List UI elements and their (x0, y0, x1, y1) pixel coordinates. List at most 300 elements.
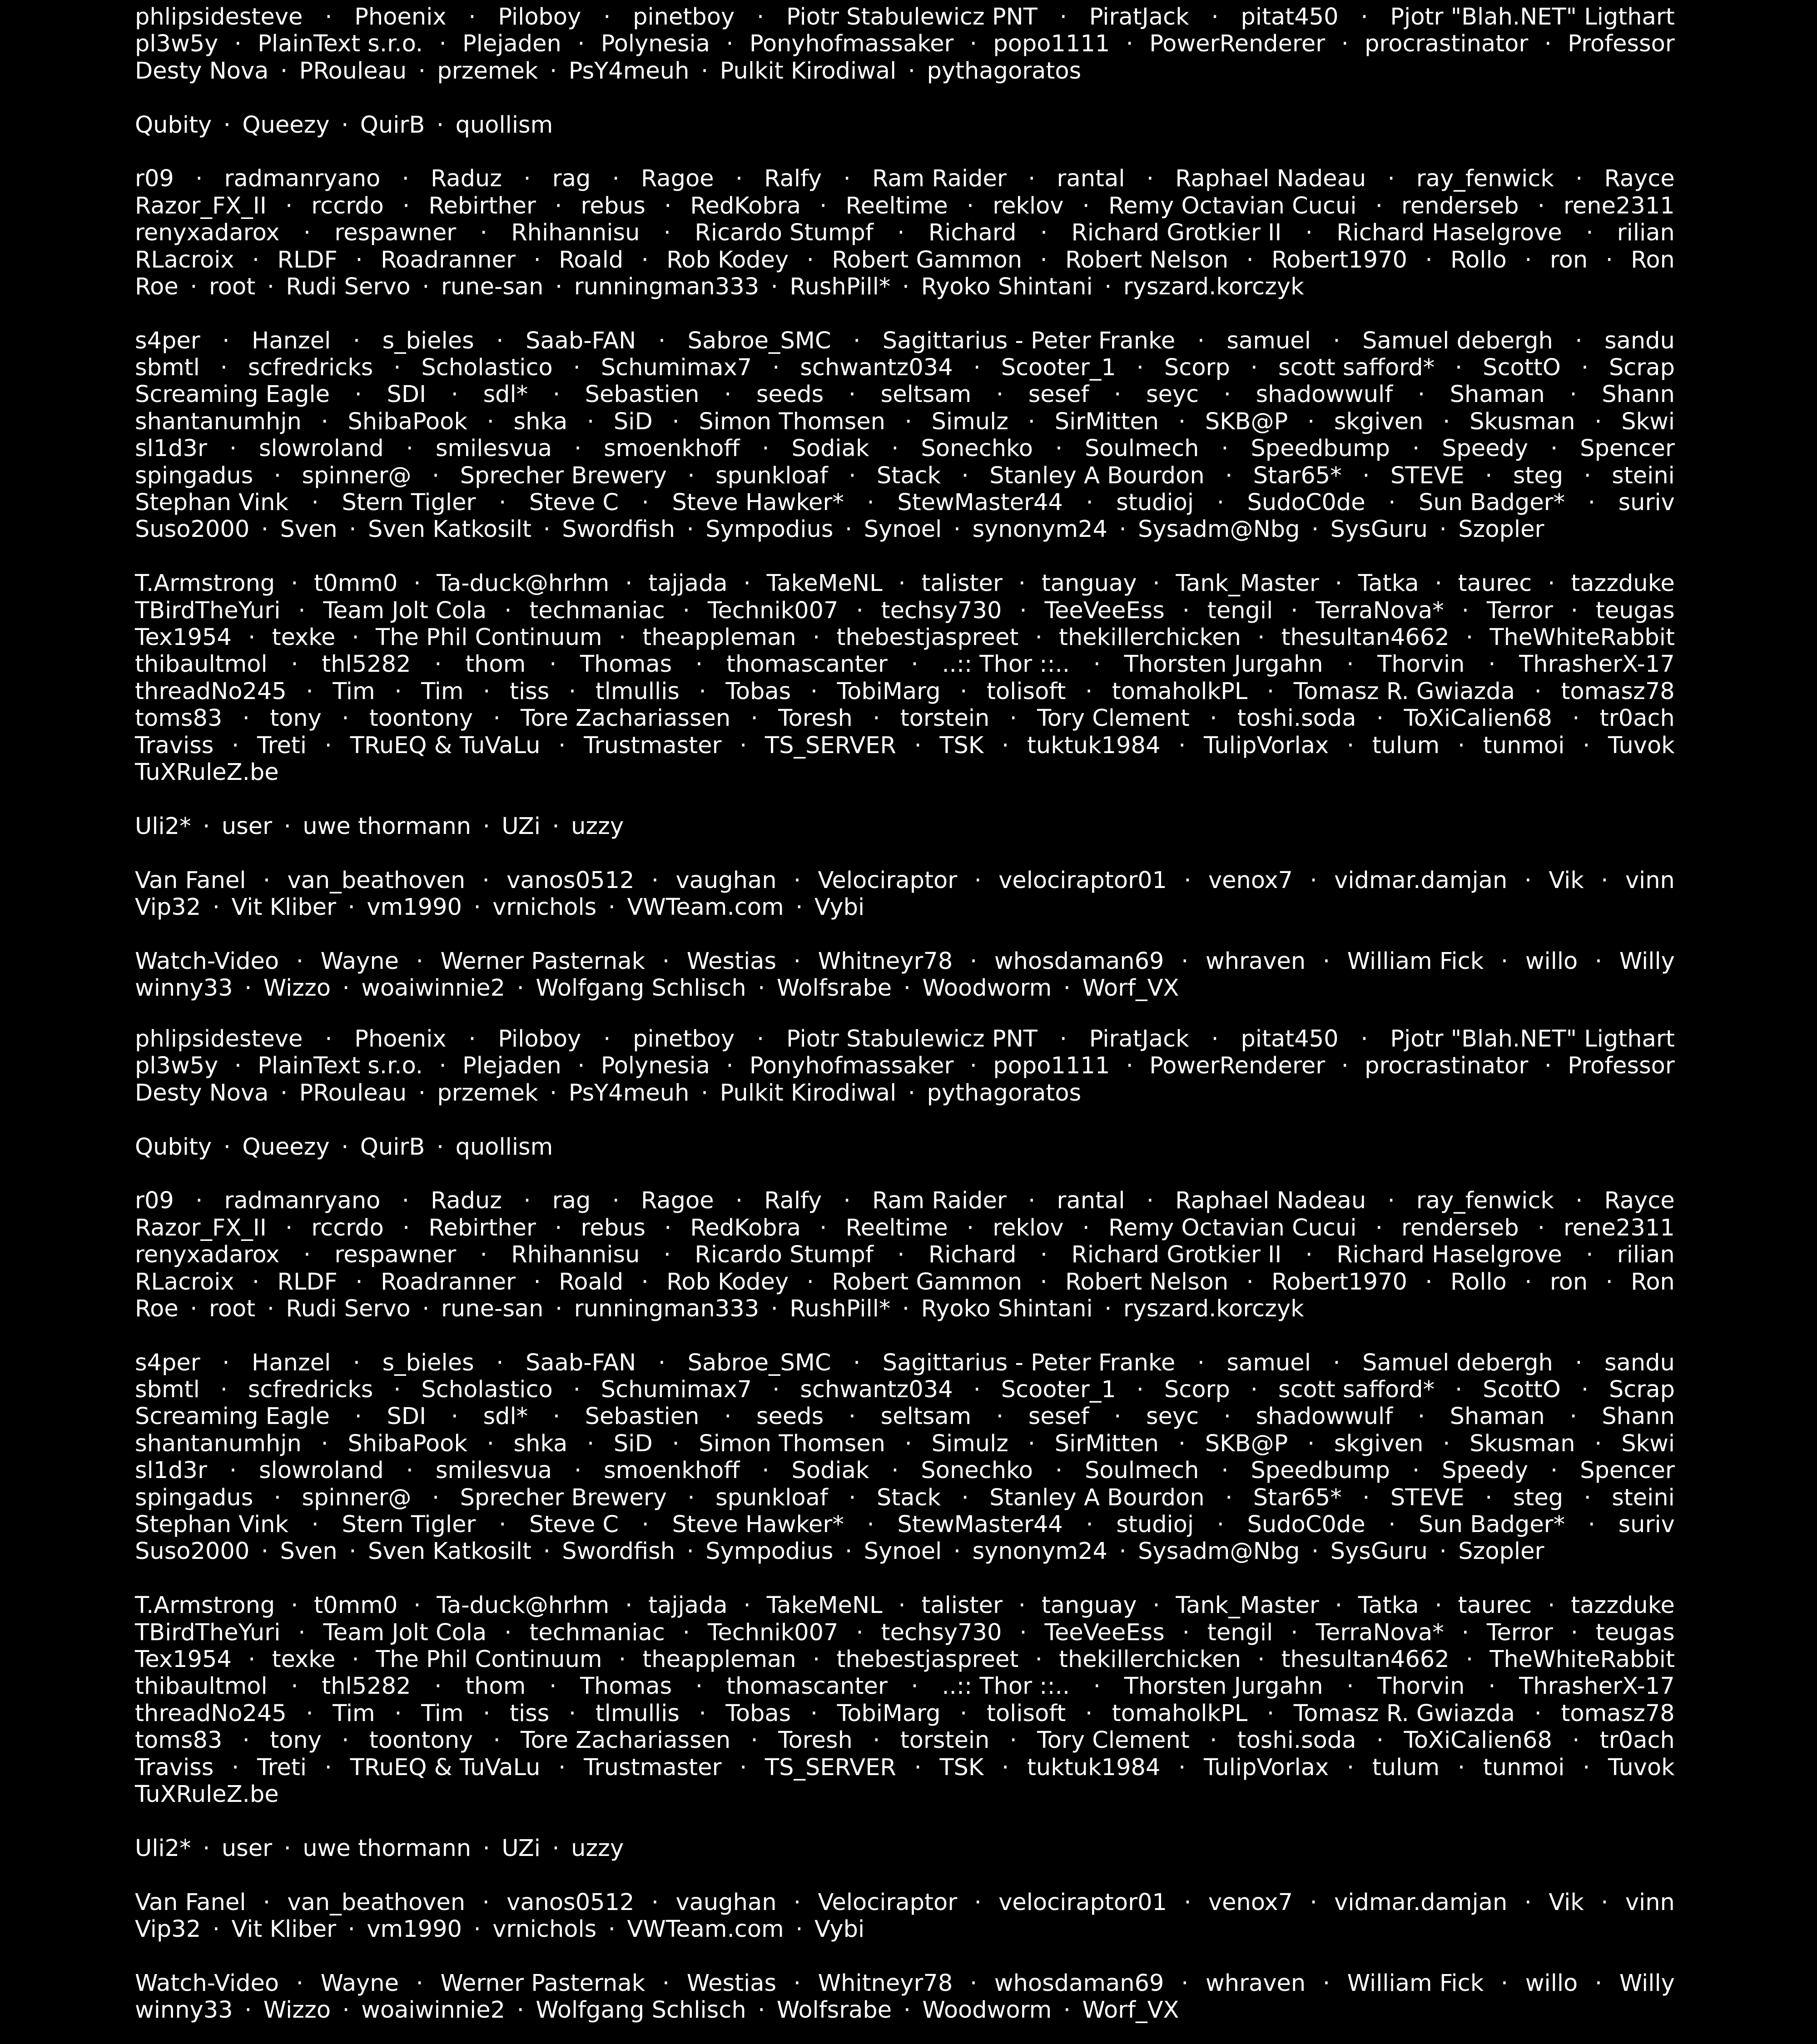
contributor-name: PowerRenderer (1149, 30, 1326, 58)
contributor-name: quollism (455, 1133, 553, 1161)
separator-dot: · (1439, 1538, 1447, 1565)
separator-dot: · (911, 1673, 918, 1700)
separator-dot: · (849, 1484, 856, 1511)
separator-dot: · (1435, 1592, 1442, 1619)
separator-dot: · (1524, 867, 1532, 894)
separator-dot: · (242, 1727, 250, 1754)
contributor-name: vinn (1625, 867, 1675, 894)
contributor-name: PsY4meuh (568, 57, 690, 84)
separator-dot: · (487, 408, 494, 435)
contributor-name: PRouleau (299, 1079, 407, 1106)
contributor-name: Ralfy (764, 1187, 822, 1215)
separator-dot: · (348, 1915, 355, 1943)
contributor-name: ryszard.korczyk (1123, 273, 1304, 300)
contributor-name: seltsam (880, 1403, 972, 1430)
contributor-name: Steve Hawker* (672, 489, 844, 516)
separator-dot: · (1181, 948, 1189, 975)
contributor-name: Szopler (1458, 516, 1544, 543)
separator-dot: · (1605, 1268, 1613, 1295)
separator-dot: · (283, 813, 291, 840)
separator-dot: · (273, 1484, 281, 1511)
contributor-name: T.Armstrong (135, 570, 275, 597)
separator-dot: · (1126, 1052, 1133, 1080)
separator-dot: · (974, 867, 982, 894)
credits-block-1 (135, 4, 1675, 1029)
separator-dot: · (1346, 1673, 1354, 1700)
separator-dot: · (1605, 246, 1613, 273)
contributor-name: Thomas (580, 651, 672, 678)
contributor-name: root (209, 1295, 256, 1322)
contributor-name: Thorsten Jurgahn (1124, 651, 1323, 678)
separator-dot: · (1583, 732, 1590, 759)
separator-dot: · (1333, 1349, 1340, 1376)
contributor-name: thebestjaspreet (836, 624, 1019, 651)
contributor-name: SudoC0de (1247, 1511, 1365, 1538)
separator-dot: · (1055, 1457, 1063, 1484)
separator-dot: · (1178, 732, 1186, 759)
contributor-name: willo (1525, 948, 1578, 975)
contributor-name: Sympodius (705, 1538, 834, 1565)
separator-dot: · (867, 489, 874, 516)
separator-dot: · (960, 1700, 968, 1727)
separator-dot: · (552, 813, 560, 840)
contributor-name: RLDF (277, 246, 338, 273)
contributor-name: rune-san (441, 1295, 544, 1322)
contributor-name: renderseb (1401, 1214, 1519, 1241)
separator-dot: · (1488, 1673, 1496, 1700)
contributor-name: Robert Nelson (1065, 246, 1229, 273)
separator-dot: · (1305, 1241, 1313, 1269)
contributor-name: ..:: Thor ::.. (942, 651, 1070, 678)
contributor-name: The Phil Continuum (375, 1646, 602, 1673)
contributor-name: talister (921, 1592, 1003, 1619)
separator-dot: · (267, 273, 274, 300)
separator-dot: · (810, 1700, 818, 1727)
contributor-name: Vit Kliber (231, 893, 337, 921)
separator-dot: · (543, 516, 551, 543)
separator-dot: · (867, 1511, 874, 1538)
contributor-name: RLDF (277, 1268, 338, 1295)
contributor-name: Tim (421, 678, 464, 705)
contributor-name: tr0ach (1599, 1727, 1675, 1754)
contributor-name: Scorp (1164, 354, 1230, 382)
separator-dot: · (1119, 516, 1127, 543)
separator-dot: · (625, 570, 633, 597)
separator-dot: · (432, 1484, 440, 1511)
contributor-name: vrnichols (492, 1915, 597, 1943)
separator-dot: · (1085, 1700, 1093, 1727)
separator-dot: · (352, 327, 361, 354)
separator-dot: · (574, 435, 582, 462)
contributor-name: rilian (1617, 1241, 1675, 1269)
contributor-name: venox7 (1208, 867, 1293, 894)
contributor-name: winny33 (135, 1997, 233, 2024)
credits-section-p (135, 4, 1675, 84)
separator-dot: · (1310, 867, 1317, 894)
separator-dot: · (222, 1349, 230, 1376)
contributor-name: TuXRuleZ.be (135, 759, 279, 786)
separator-dot: · (891, 1457, 899, 1484)
separator-dot: · (306, 1700, 313, 1727)
separator-dot: · (1266, 678, 1275, 705)
contributor-name: tanguay (1041, 1592, 1137, 1619)
separator-dot: · (1335, 1592, 1342, 1619)
separator-dot: · (190, 273, 198, 300)
separator-dot: · (1114, 381, 1122, 408)
separator-dot: · (1002, 1754, 1009, 1781)
separator-dot: · (1417, 1403, 1425, 1430)
separator-dot: · (496, 327, 504, 354)
separator-dot: · (587, 1430, 595, 1457)
credits-section-r (135, 1187, 1675, 1322)
contributor-name: Simon Thomsen (699, 408, 885, 435)
separator-dot: · (394, 1700, 402, 1727)
contributor-name: skgiven (1334, 408, 1424, 435)
credits-line (135, 112, 1675, 139)
separator-dot: · (1223, 381, 1231, 408)
credits-line (135, 1457, 1675, 1484)
contributor-name: Richard Haselgrove (1336, 219, 1562, 247)
contributor-name: Tobas (725, 678, 791, 705)
separator-dot: · (641, 1511, 649, 1538)
separator-dot: · (1291, 1619, 1298, 1646)
separator-dot: · (1221, 1457, 1229, 1484)
credits-line (135, 975, 1675, 1002)
separator-dot: · (664, 192, 672, 219)
separator-dot: · (1146, 1187, 1154, 1215)
separator-dot: · (904, 408, 912, 435)
contributor-name: Samuel debergh (1362, 1349, 1553, 1376)
separator-dot: · (558, 732, 566, 759)
contributor-name: vaughan (675, 1889, 777, 1916)
contributor-name: uzzy (571, 813, 624, 840)
contributor-name: radmanryano (224, 1187, 381, 1215)
contributor-name: sbmtl (135, 1376, 200, 1404)
contributor-name: pl3w5y (135, 30, 218, 58)
separator-dot: · (1335, 570, 1342, 597)
contributor-name: Ta-duck@hrhm (437, 570, 610, 597)
contributor-name: Rebirther (428, 1214, 536, 1241)
contributor-name: sesef (1028, 381, 1089, 408)
contributor-name: Shaman (1450, 1403, 1545, 1430)
contributor-name: Rhihannisu (511, 219, 640, 247)
contributor-name: Rayce (1604, 1187, 1675, 1215)
separator-dot: · (1455, 1376, 1463, 1404)
separator-dot: · (1310, 1889, 1317, 1916)
contributor-name: Tuvok (1608, 1754, 1675, 1781)
separator-dot: · (1035, 624, 1043, 651)
contributor-name: Thorvin (1377, 651, 1465, 678)
separator-dot: · (672, 408, 680, 435)
separator-dot: · (355, 246, 363, 273)
contributor-name: Remy Octavian Cucui (1108, 1214, 1357, 1241)
contributor-name: pythagoratos (927, 1079, 1082, 1106)
contributor-name: Sun Badger* (1419, 489, 1565, 516)
separator-dot: · (1524, 1268, 1532, 1295)
contributor-name: ShibaPook (348, 408, 467, 435)
separator-dot: · (1322, 948, 1330, 975)
separator-dot: · (413, 1592, 421, 1619)
contributor-name: SysGuru (1330, 1538, 1428, 1565)
contributor-name: tuktuk1984 (1027, 732, 1161, 759)
contributor-name: Hanzel (252, 1349, 331, 1376)
contributor-name: thekillerchicken (1058, 1646, 1241, 1673)
separator-dot: · (416, 948, 423, 975)
contributor-name: RedKobra (690, 1214, 801, 1241)
contributor-name: woaiwinnie2 (361, 1997, 506, 2024)
contributor-name: TBirdTheYuri (135, 1619, 281, 1646)
separator-dot: · (1250, 354, 1258, 382)
separator-dot: · (342, 705, 349, 732)
separator-dot: · (1461, 1619, 1469, 1646)
contributor-name: TheWhiteRabbit (1489, 1646, 1675, 1673)
contributor-name: Sun Badger* (1419, 1511, 1565, 1538)
contributor-name: smilesvua (435, 435, 552, 462)
contributor-name: velociraptor01 (998, 1889, 1167, 1916)
separator-dot: · (1388, 489, 1396, 516)
credits-section-u (135, 813, 1675, 840)
contributor-name: Rudi Servo (286, 1295, 411, 1322)
separator-dot: · (468, 1026, 476, 1052)
contributor-name: Shaman (1450, 381, 1545, 408)
contributor-name: vidmar.damjan (1334, 1889, 1508, 1916)
contributor-name: Pjotr "Blah.NET" Ligthart (1390, 4, 1675, 30)
separator-dot: · (898, 1592, 906, 1619)
separator-dot: · (1178, 1754, 1186, 1781)
contributor-name: ..:: Thor ::.. (942, 1673, 1070, 1700)
separator-dot: · (1028, 1187, 1036, 1215)
credits-line (135, 1403, 1675, 1430)
contributor-name: Stephan Vink (135, 1511, 289, 1538)
contributor-name: Roadranner (380, 1268, 516, 1295)
contributor-name: Watch-Video (135, 1970, 279, 1997)
contributor-name: Tore Zachariassen (521, 705, 731, 732)
separator-dot: · (770, 273, 778, 300)
separator-dot: · (291, 1592, 298, 1619)
contributor-name: TerraNova* (1316, 597, 1444, 624)
separator-dot: · (1594, 408, 1602, 435)
contributor-name: Willy (1619, 1970, 1675, 1997)
separator-dot: · (574, 1457, 582, 1484)
separator-dot: · (242, 705, 250, 732)
contributor-name: Stern Tigler (342, 1511, 476, 1538)
contributor-name: Speedbump (1251, 435, 1390, 462)
separator-dot: · (1333, 327, 1340, 354)
separator-dot: · (873, 705, 880, 732)
separator-dot: · (845, 1538, 853, 1565)
separator-dot: · (603, 4, 611, 30)
separator-dot: · (1548, 1592, 1555, 1619)
contributor-name: Phoenix (354, 4, 447, 30)
separator-dot: · (1346, 1754, 1355, 1781)
contributor-name: pinetboy (633, 4, 735, 30)
contributor-name: toshi.soda (1237, 705, 1356, 732)
separator-dot: · (234, 1052, 242, 1080)
separator-dot: · (1465, 1646, 1474, 1673)
credits-line (135, 759, 1675, 786)
separator-dot: · (1059, 1026, 1067, 1052)
contributor-name: Treti (257, 732, 307, 759)
contributor-name: Willy (1619, 948, 1675, 975)
contributor-name: Polynesia (601, 30, 710, 58)
contributor-name: Skusman (1469, 408, 1575, 435)
contributor-name: Stephan Vink (135, 489, 289, 516)
contributor-name: popo1111 (993, 30, 1110, 58)
contributor-name: Wizzo (263, 1997, 331, 2024)
credits-line (135, 1349, 1675, 1376)
credits-line (135, 1511, 1675, 1538)
separator-dot: · (1136, 1376, 1144, 1404)
separator-dot: · (285, 192, 293, 219)
separator-dot: · (349, 1538, 357, 1565)
separator-dot: · (1028, 1430, 1036, 1457)
contributor-name: Technik007 (707, 1619, 839, 1646)
separator-dot: · (1040, 1241, 1048, 1269)
contributor-name: Scholastico (421, 354, 553, 382)
contributor-name: r09 (135, 1187, 174, 1215)
contributor-name: pl3w5y (135, 1052, 218, 1080)
contributor-name: Rollo (1450, 246, 1507, 273)
contributor-name: respawner (334, 219, 457, 247)
contributor-name: Wolfgang Schlisch (536, 1997, 746, 2024)
contributor-name: toontony (369, 705, 473, 732)
separator-dot: · (248, 1646, 256, 1673)
separator-dot: · (298, 1619, 306, 1646)
contributor-name: tengil (1207, 597, 1273, 624)
separator-dot: · (341, 111, 349, 139)
separator-dot: · (480, 219, 487, 247)
contributor-name: phlipsidesteve (135, 4, 303, 30)
separator-dot: · (402, 192, 410, 219)
contributor-name: Schumimax7 (601, 354, 752, 382)
contributor-name: smoenkhoff (604, 1457, 740, 1484)
separator-dot: · (663, 219, 671, 247)
separator-dot: · (843, 165, 851, 193)
contributor-name: Richard Grotkier II (1071, 219, 1282, 247)
separator-dot: · (1126, 30, 1133, 58)
contributor-name: Technik007 (707, 597, 839, 624)
contributor-name: przemek (437, 1079, 538, 1106)
contributor-name: Ricardo Stumpf (695, 219, 874, 247)
separator-dot: · (1035, 1646, 1043, 1673)
separator-dot: · (1082, 192, 1090, 219)
separator-dot: · (516, 1997, 524, 2024)
contributor-name: ray_fenwick (1416, 1187, 1554, 1215)
contributor-name: Robert Gammon (832, 246, 1023, 273)
contributor-name: synonym24 (972, 1538, 1107, 1565)
separator-dot: · (843, 1187, 851, 1215)
contributor-name: sdl* (483, 1403, 528, 1430)
contributor-name: venox7 (1208, 1889, 1293, 1916)
credits-section-v (135, 867, 1675, 921)
contributor-name: Steve C (529, 489, 619, 516)
contributor-name: Thorsten Jurgahn (1124, 1673, 1323, 1700)
separator-dot: · (904, 1430, 912, 1457)
separator-dot: · (1534, 1700, 1542, 1727)
separator-dot: · (1246, 246, 1254, 273)
separator-dot: · (1152, 1592, 1160, 1619)
separator-dot: · (223, 111, 231, 139)
contributor-name: thomascanter (726, 1673, 888, 1700)
contributor-name: Screaming Eagle (135, 1403, 330, 1430)
separator-dot: · (793, 948, 801, 975)
separator-dot: · (1082, 1214, 1090, 1241)
separator-dot: · (482, 1835, 490, 1862)
contributor-name: Simon Thomsen (699, 1430, 885, 1457)
credits-line (135, 462, 1675, 489)
contributor-name: Schumimax7 (601, 1376, 752, 1404)
separator-dot: · (1291, 597, 1298, 624)
separator-dot: · (641, 246, 649, 273)
separator-dot: · (549, 651, 557, 678)
credits-line (135, 1592, 1675, 1619)
contributor-name: Traviss (135, 1754, 214, 1781)
contributor-name: Wayne (320, 948, 399, 975)
contributor-name: tanguay (1041, 570, 1137, 597)
separator-dot: · (810, 678, 818, 705)
contributor-name: Watch-Video (135, 948, 279, 975)
contributor-name: Stanley A Bourdon (989, 462, 1205, 489)
contributor-name: Roald (559, 1268, 624, 1295)
contributor-name: Tatka (1358, 1592, 1419, 1619)
separator-dot: · (1425, 1268, 1433, 1295)
separator-dot: · (1311, 516, 1319, 543)
separator-dot: · (1485, 462, 1493, 489)
contributor-name: rilian (1617, 219, 1675, 247)
credits-line (135, 624, 1675, 651)
separator-dot: · (263, 867, 271, 894)
contributor-name: procrastinator (1365, 30, 1529, 58)
contributor-name: Thomas (580, 1673, 672, 1700)
contributor-name: Terror (1486, 1619, 1553, 1646)
separator-dot: · (352, 624, 359, 651)
contributor-name: shka (513, 408, 568, 435)
contributor-name: scott safford* (1278, 1376, 1435, 1404)
contributor-name: toshi.soda (1237, 1727, 1356, 1754)
contributor-name: tazzduke (1571, 1592, 1675, 1619)
separator-dot: · (1305, 219, 1313, 247)
contributor-name: Sprecher Brewery (460, 1484, 667, 1511)
contributor-name: rune-san (441, 273, 544, 300)
contributor-name: vaughan (675, 867, 777, 894)
contributor-name: tr0ach (1599, 705, 1675, 732)
contributor-name: Tory Clement (1037, 705, 1190, 732)
contributor-name: spingadus (135, 1484, 253, 1511)
separator-dot: · (303, 219, 311, 247)
separator-dot: · (1104, 273, 1112, 300)
separator-dot: · (324, 1754, 332, 1781)
separator-dot: · (298, 597, 306, 624)
credits-line (135, 1269, 1675, 1295)
separator-dot: · (819, 192, 827, 219)
separator-dot: · (726, 1052, 734, 1080)
separator-dot: · (687, 462, 695, 489)
contributor-name: tunmoi (1483, 732, 1565, 759)
contributor-name: Ricardo Stumpf (695, 1241, 874, 1269)
credits-line (135, 1215, 1675, 1241)
separator-dot: · (311, 1511, 319, 1538)
separator-dot: · (758, 1997, 765, 2024)
contributor-name: TRuEQ & TuVaLu (350, 732, 541, 759)
contributor-name: Tomasz R. Gwiazda (1293, 1700, 1515, 1727)
contributor-name: Sagittarius - Peter Franke (882, 1349, 1176, 1376)
separator-dot: · (394, 678, 402, 705)
separator-dot: · (1594, 1430, 1602, 1457)
credits-line (135, 489, 1675, 516)
contributor-name: radmanryano (224, 165, 381, 193)
contributor-name: TSK (939, 1754, 984, 1781)
contributor-name: VWTeam.com (627, 1915, 784, 1943)
